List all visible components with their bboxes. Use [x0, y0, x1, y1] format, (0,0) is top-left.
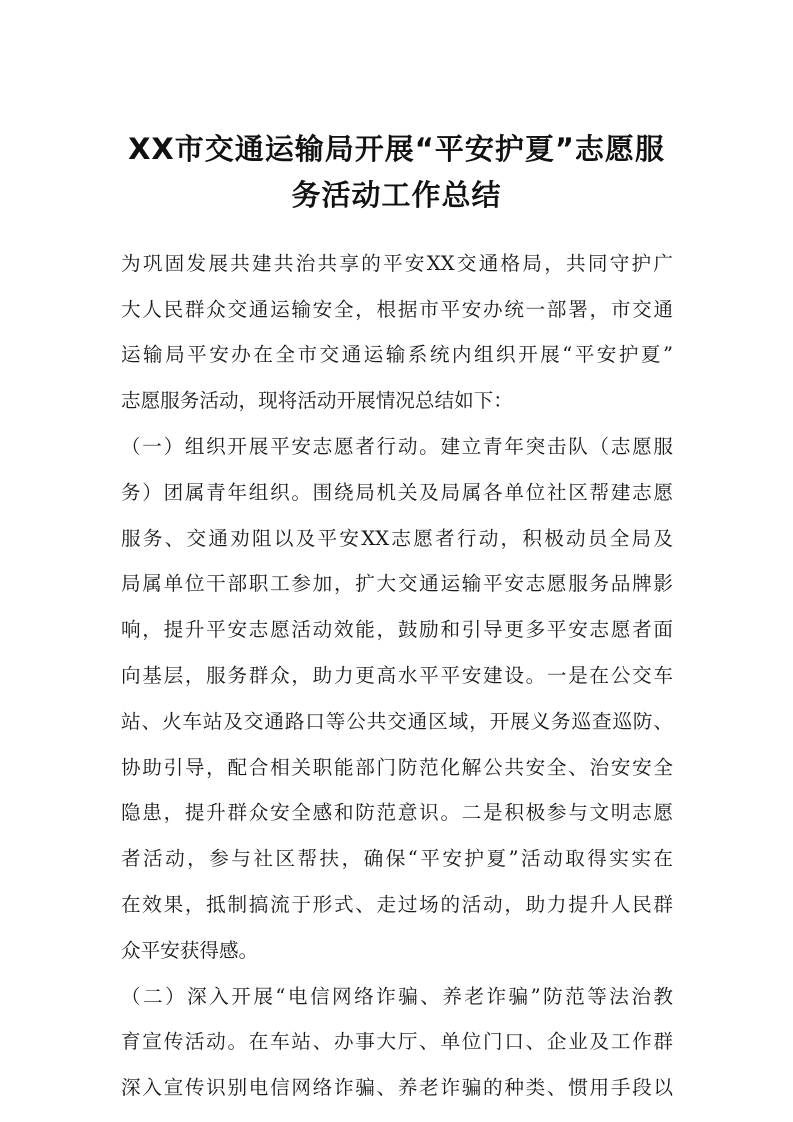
body-line: 运输局平安办在全市交通运输系统内组织开展“平安护夏”	[121, 343, 673, 366]
body-line: 协助引导，配合相关职能部门防范化解公共安全、治安安全	[121, 756, 673, 779]
body-line: 大人民群众交通运输安全，根据市平安办统一部署，市交通	[121, 298, 673, 321]
body-line: 局属单位干部职工参加，扩大交通运输平安志愿服务品牌影	[121, 572, 673, 595]
body-line: 为巩固发展共建共治共享的平安XX交通格局，共同守护广	[121, 252, 673, 275]
body-line: 众平安获得感。	[121, 939, 259, 962]
body-line: 响，提升平安志愿活动效能，鼓励和引导更多平安志愿者面	[121, 618, 673, 641]
body-line: 育宣传活动。在车站、办事大厅、单位门口、企业及工作群	[121, 1030, 673, 1053]
body-line: 深入宣传识别电信网络诈骗、养老诈骗的种类、惯用手段以	[121, 1076, 673, 1099]
body-line: 务）团属青年组织。围绕局机关及局属各单位社区帮建志愿	[121, 481, 673, 504]
body-line: 向基层，服务群众，助力更高水平平安建设。一是在公交车	[121, 664, 673, 687]
body-line: 志愿服务活动，现将活动开展情况总结如下：	[121, 389, 513, 412]
body-line: 隐患，提升群众安全感和防范意识。二是积极参与文明志愿	[121, 801, 673, 824]
body-line: 者活动，参与社区帮扶，确保“平安护夏”活动取得实实在	[121, 847, 673, 870]
body-line: （一）组织开展平安志愿者行动。建立青年突击队（志愿服	[121, 435, 673, 458]
body-line: 在效果，抵制搞流于形式、走过场的活动，助力提升人民群	[121, 893, 673, 916]
body-line: （二）深入开展“电信网络诈骗、养老诈骗”防范等法治教	[121, 985, 673, 1008]
body-line: 服务、交通劝阻以及平安XX志愿者行动，积极动员全局及	[121, 527, 673, 550]
document-title-line-2: 务活动工作总结	[291, 178, 502, 212]
body-line: 站、火车站及交通路口等公共交通区域，开展义务巡查巡防、	[121, 710, 673, 733]
document-title-line-1: XX市交通运输局开展“平安护夏”志愿服	[128, 132, 665, 166]
